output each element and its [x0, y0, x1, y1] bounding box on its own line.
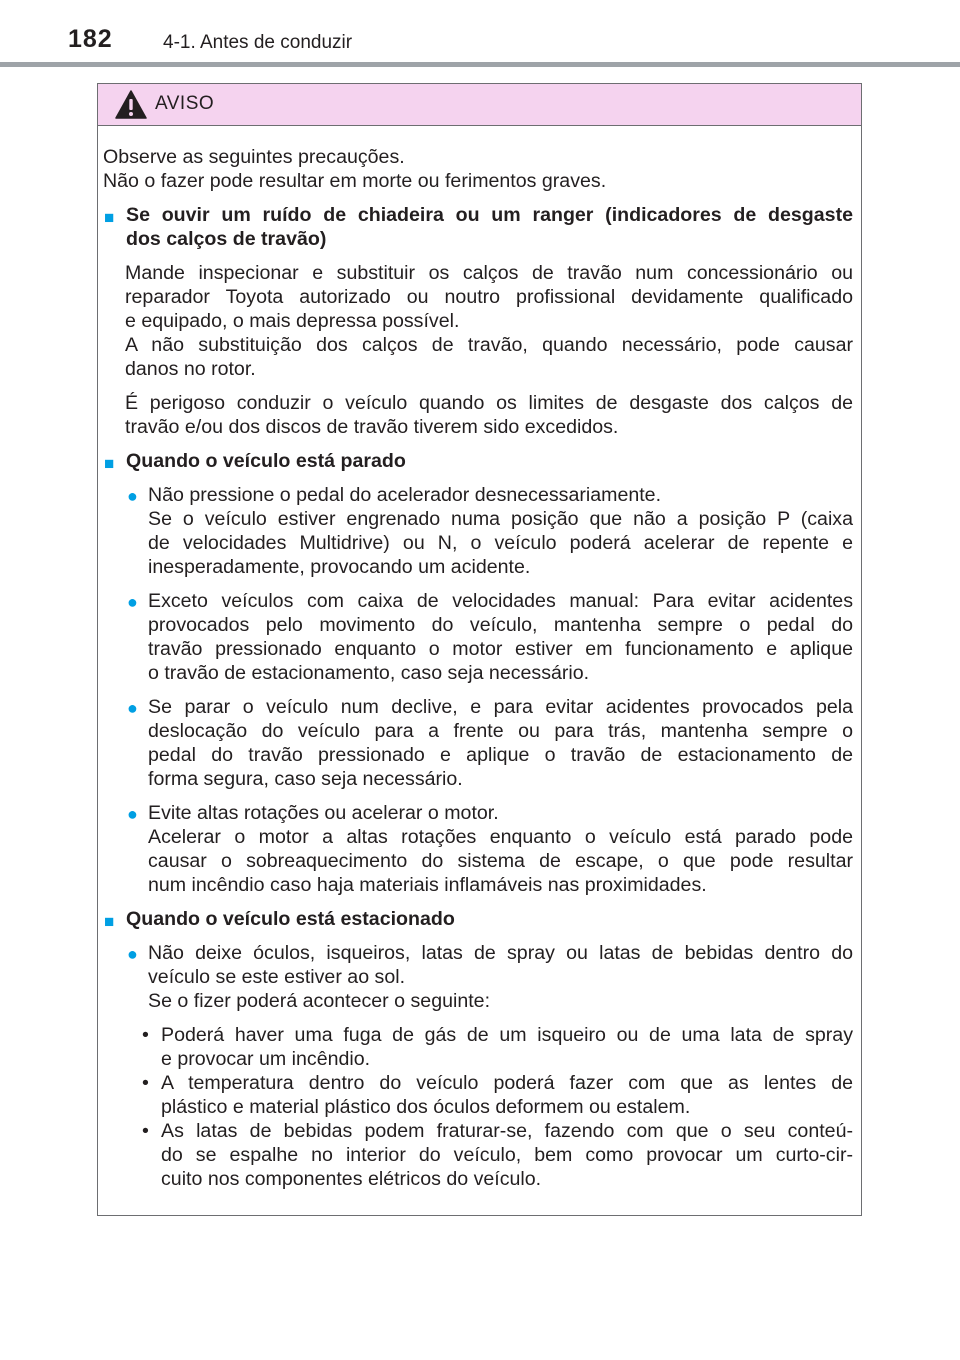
- list-item: [103, 941, 853, 1013]
- bullet-dot-icon: ●: [127, 486, 138, 506]
- heading-line: Quando o veículo está estacionado: [126, 908, 455, 930]
- sub-list-item: [125, 1119, 853, 1191]
- section-title: 4-1. Antes de conduzir: [163, 32, 353, 53]
- list-item: [103, 483, 853, 579]
- sub-item-line: Poderá haver uma fuga de gás de um isqueiro ou de uma lata de spray: [161, 1024, 853, 1046]
- paragraph-line: reparador Toyota autorizado ou noutro profissional devidamente qualificado: [125, 286, 853, 308]
- sub-item-line: plástico e material plástico dos óculos deformem ou estalem.: [161, 1096, 691, 1118]
- page-header: [0, 0, 960, 70]
- bullet-line: Acelerar o motor a altas rotações enquanto o veículo está parado pode: [148, 826, 853, 848]
- bullet-dot-icon: ●: [127, 804, 138, 824]
- bullet-line: o travão de estacionamento, caso seja necessário.: [148, 662, 590, 684]
- sub-list-item: [125, 1023, 853, 1071]
- list-item: [103, 695, 853, 791]
- list-item: [103, 589, 853, 685]
- intro-line: Não o fazer pode resultar em morte ou ferimentos graves.: [103, 170, 607, 192]
- sub-item-line: do se espalhe no interior do veículo, bem como provocar um curto-cir-: [161, 1144, 853, 1166]
- bullet-line: veículo se este estiver ao sol.: [148, 966, 406, 988]
- paragraph: [103, 261, 853, 381]
- bullet-line: travão pressionado enquanto o motor estiver em funcionamento e aplique: [148, 638, 853, 660]
- paragraph-line: Mande inspecionar e substituir os calços de travão num concessionário ou: [125, 262, 853, 284]
- section-heading-vehicle-parked: [103, 907, 853, 931]
- heading-line: Quando o veículo está parado: [126, 450, 406, 472]
- paragraph-line: e equipado, o mais depressa possível.: [125, 310, 460, 332]
- paragraph-line: A não substituição dos calços de travão, quando necessário, pode causar: [125, 334, 853, 356]
- paragraph-line: danos no rotor.: [125, 358, 256, 380]
- heading-line: dos calços de travão): [126, 228, 327, 250]
- bullet-line: num incêndio caso haja materiais inflamáveis nas proximidades.: [148, 874, 707, 896]
- paragraph-line: É perigoso conduzir o veículo quando os limites de desgaste dos calços de: [125, 392, 853, 414]
- bullet-line: Evite altas rotações ou acelerar o motor.: [148, 802, 499, 824]
- section-heading-brake-wear: [103, 203, 853, 251]
- sub-list: [103, 1023, 853, 1191]
- bullet-line: causar o sobreaquecimento do sistema de escape, o que pode resultar: [148, 850, 853, 872]
- bullet-line: inesperadamente, provocando um acidente.: [148, 556, 531, 578]
- section-marker-icon: ■: [104, 208, 115, 227]
- bullet-line: Não pressione o pedal do acelerador desnecessariamente.: [148, 484, 662, 506]
- heading-line: Se ouvir um ruído de chiadeira ou um ranger (indicadores de desgaste: [126, 204, 853, 226]
- dash-bullet-icon: •: [142, 1120, 149, 1142]
- warning-intro: [103, 145, 853, 193]
- paragraph-line: travão e/ou dos discos de travão tiverem sido excedidos.: [125, 416, 619, 438]
- warning-body: [103, 145, 853, 1191]
- bullet-line: Se o fizer poderá acontecer o seguinte:: [148, 990, 491, 1012]
- section-heading-vehicle-stopped: [103, 449, 853, 473]
- sub-item-line: As latas de bebidas podem fraturar-se, fazendo com que o seu conteú-: [161, 1120, 853, 1142]
- bullet-line: forma segura, caso seja necessário.: [148, 768, 463, 790]
- bullet-line: pedal do travão pressionado e aplique o travão de estacionamento de: [148, 744, 853, 766]
- sub-item-line: cuito nos componentes elétricos do veículo.: [161, 1168, 542, 1190]
- sub-list-item: [125, 1071, 853, 1119]
- bullet-line: Se parar o veículo num declive, e para evitar acidentes provocados pela: [148, 696, 853, 718]
- bullet-line: Não deixe óculos, isqueiros, latas de spray ou latas de bebidas dentro do: [148, 942, 853, 964]
- page-number: 182: [68, 25, 113, 53]
- bullet-dot-icon: ●: [127, 592, 138, 612]
- section-marker-icon: ■: [104, 912, 115, 931]
- bullet-dot-icon: ●: [127, 944, 138, 964]
- warning-triangle-icon: [115, 90, 147, 120]
- header-rule: [0, 62, 960, 67]
- bullet-line: deslocação do veículo para a frente ou para trás, mantenha sempre o: [148, 720, 853, 742]
- bullet-dot-icon: ●: [127, 698, 138, 718]
- bullet-line: Exceto veículos com caixa de velocidades manual: Para evitar acidentes: [148, 590, 853, 612]
- intro-line: Observe as seguintes precauções.: [103, 146, 405, 168]
- warning-label: AVISO: [155, 93, 215, 114]
- bullet-line: provocados pelo movimento do veículo, mantenha sempre o pedal do: [148, 614, 853, 636]
- bullet-line: Se o veículo estiver engrenado numa posição que não a posição P (caixa: [148, 508, 853, 530]
- sub-item-line: e provocar um incêndio.: [161, 1048, 371, 1070]
- section-marker-icon: ■: [104, 454, 115, 473]
- bullet-line: de velocidades Multidrive) ou N, o veículo poderá acelerar de repente e: [148, 532, 853, 554]
- list-item: [103, 801, 853, 897]
- paragraph: [103, 391, 853, 439]
- warning-box: [97, 83, 862, 1216]
- sub-item-line: A temperatura dentro do veículo poderá fazer com que as lentes de: [161, 1072, 853, 1094]
- dash-bullet-icon: •: [142, 1072, 149, 1094]
- dash-bullet-icon: •: [142, 1024, 149, 1046]
- warning-header: [98, 84, 861, 126]
